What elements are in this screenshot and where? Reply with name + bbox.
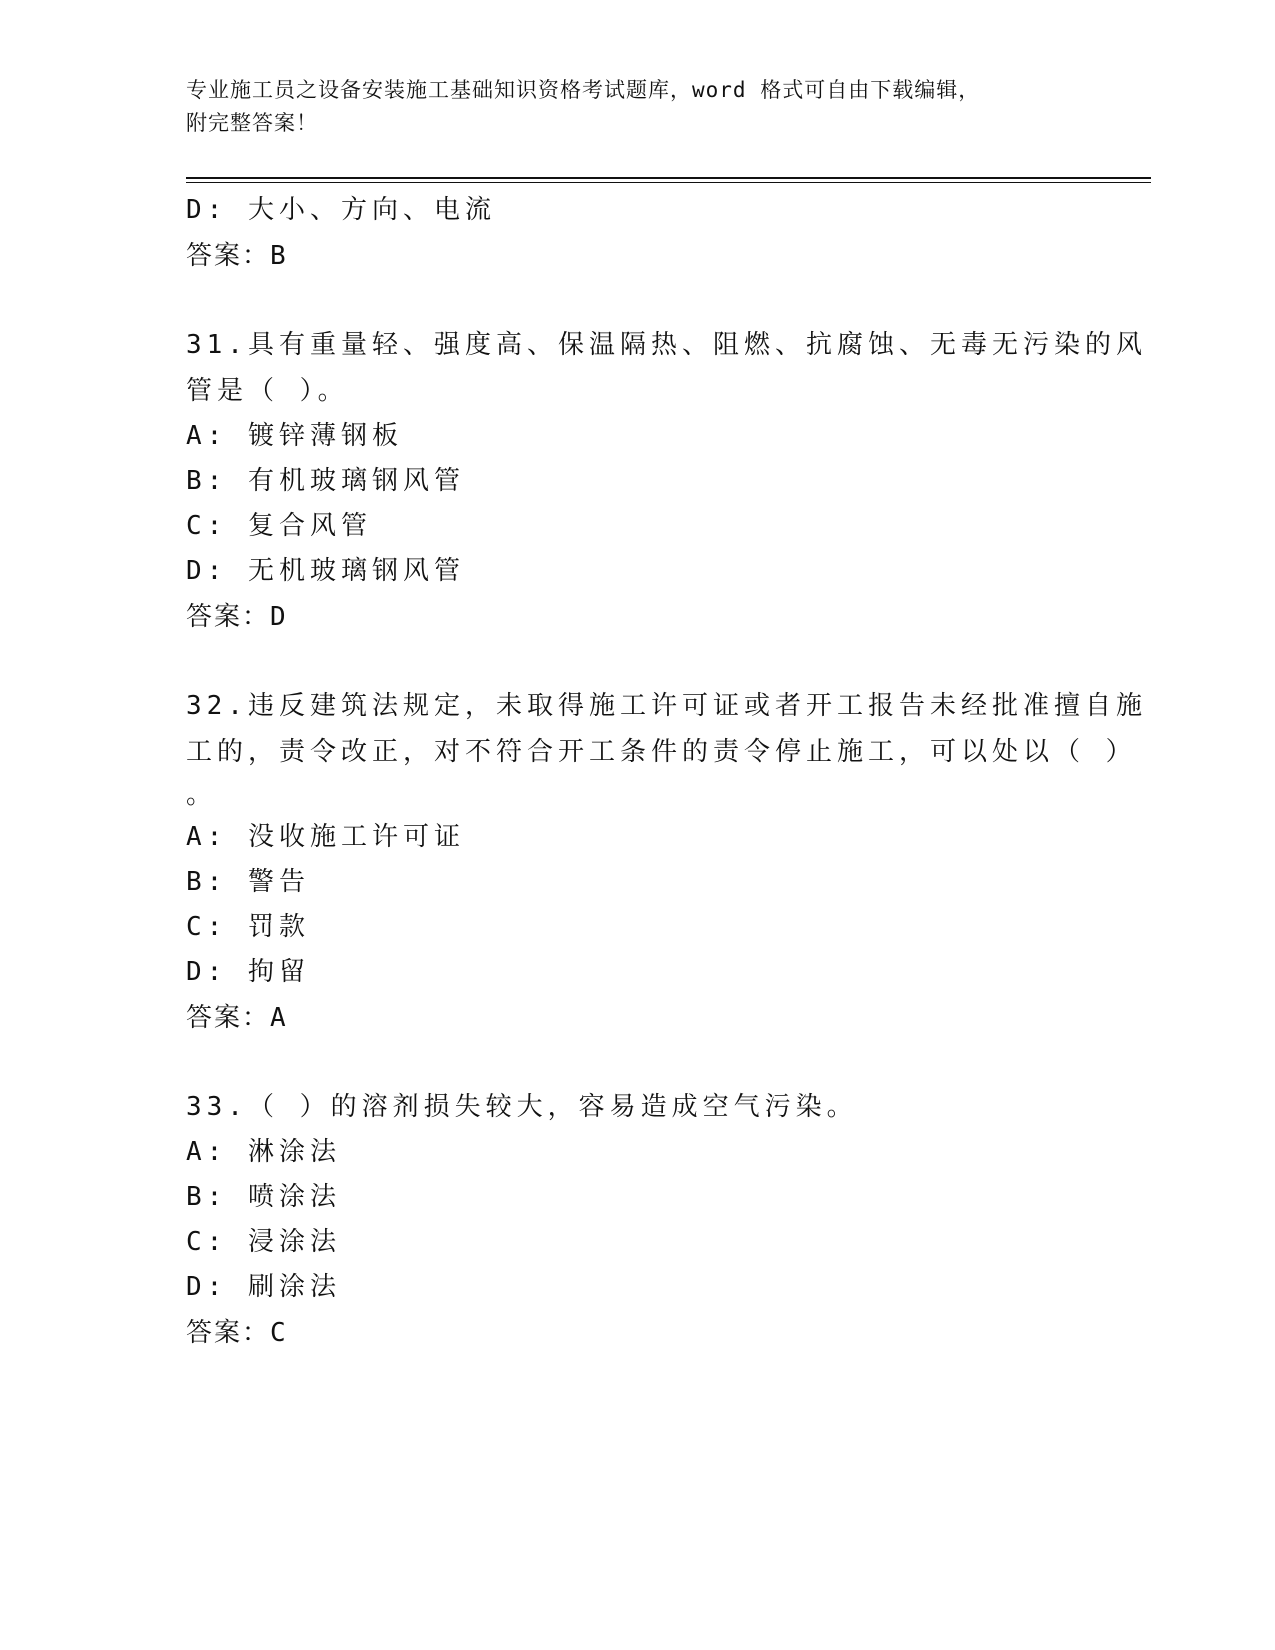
header-divider-thin bbox=[186, 182, 1151, 183]
q32-option-c: C: 罚款 bbox=[186, 912, 310, 942]
q33-option-c: C: 浸涂法 bbox=[186, 1227, 341, 1257]
q32-stem-line-1: 32.违反建筑法规定，未取得施工许可证或者开工报告未经批准擅自施 bbox=[186, 691, 1147, 721]
q32-option-b: B: 警告 bbox=[186, 867, 310, 897]
question-32 bbox=[186, 683, 1147, 1041]
q33-answer: 答案：C bbox=[186, 1318, 288, 1348]
q33-stem bbox=[186, 1084, 1096, 1130]
q32-stem-line-3: 。 bbox=[186, 780, 218, 810]
q33-stem-line-1: 33.（ ）的溶剂损失较大，容易造成空气污染。 bbox=[186, 1092, 858, 1122]
header-line-2: 附完整答案！ bbox=[186, 111, 318, 135]
q30-answer: 答案：B bbox=[186, 241, 288, 271]
q32-stem bbox=[186, 683, 1147, 815]
q30-option-d: D: 大小、方向、电流 bbox=[186, 195, 496, 225]
question-33 bbox=[186, 1084, 1096, 1356]
q33-option-b: B: 喷涂法 bbox=[186, 1182, 341, 1212]
q31-stem bbox=[186, 322, 1147, 414]
q32-stem-line-2: 工的，责令改正，对不符合开工条件的责令停止施工，可以处以（ ） bbox=[186, 737, 1137, 767]
q31-stem-line-2: 管是（ ）。 bbox=[186, 376, 349, 406]
question-list bbox=[186, 188, 1147, 1356]
header-divider-thick bbox=[186, 177, 1151, 179]
q31-stem-line-1: 31.具有重量轻、强度高、保温隔热、阻燃、抗腐蚀、无毒无污染的风 bbox=[186, 330, 1147, 360]
header-line-1: 专业施工员之设备安装施工基础知识资格考试题库，word 格式可自由下载编辑， bbox=[186, 78, 981, 102]
q31-option-d: D: 无机玻璃钢风管 bbox=[186, 556, 465, 586]
q33-option-a: A: 淋涂法 bbox=[186, 1137, 341, 1167]
q32-option-d: D: 拘留 bbox=[186, 957, 310, 987]
q31-option-a: A: 镀锌薄钢板 bbox=[186, 421, 403, 451]
spacer bbox=[186, 279, 1096, 322]
q31-option-c: C: 复合风管 bbox=[186, 511, 372, 541]
question-31 bbox=[186, 322, 1147, 640]
q33-option-d: D: 刷涂法 bbox=[186, 1272, 341, 1302]
question-30-tail bbox=[186, 188, 1096, 279]
spacer bbox=[186, 1041, 1096, 1084]
document-header bbox=[186, 74, 1066, 140]
q31-option-b: B: 有机玻璃钢风管 bbox=[186, 466, 465, 496]
spacer bbox=[186, 640, 1096, 683]
q32-answer: 答案：A bbox=[186, 1003, 288, 1033]
q31-answer: 答案：D bbox=[186, 602, 288, 632]
q32-option-a: A: 没收施工许可证 bbox=[186, 822, 465, 852]
